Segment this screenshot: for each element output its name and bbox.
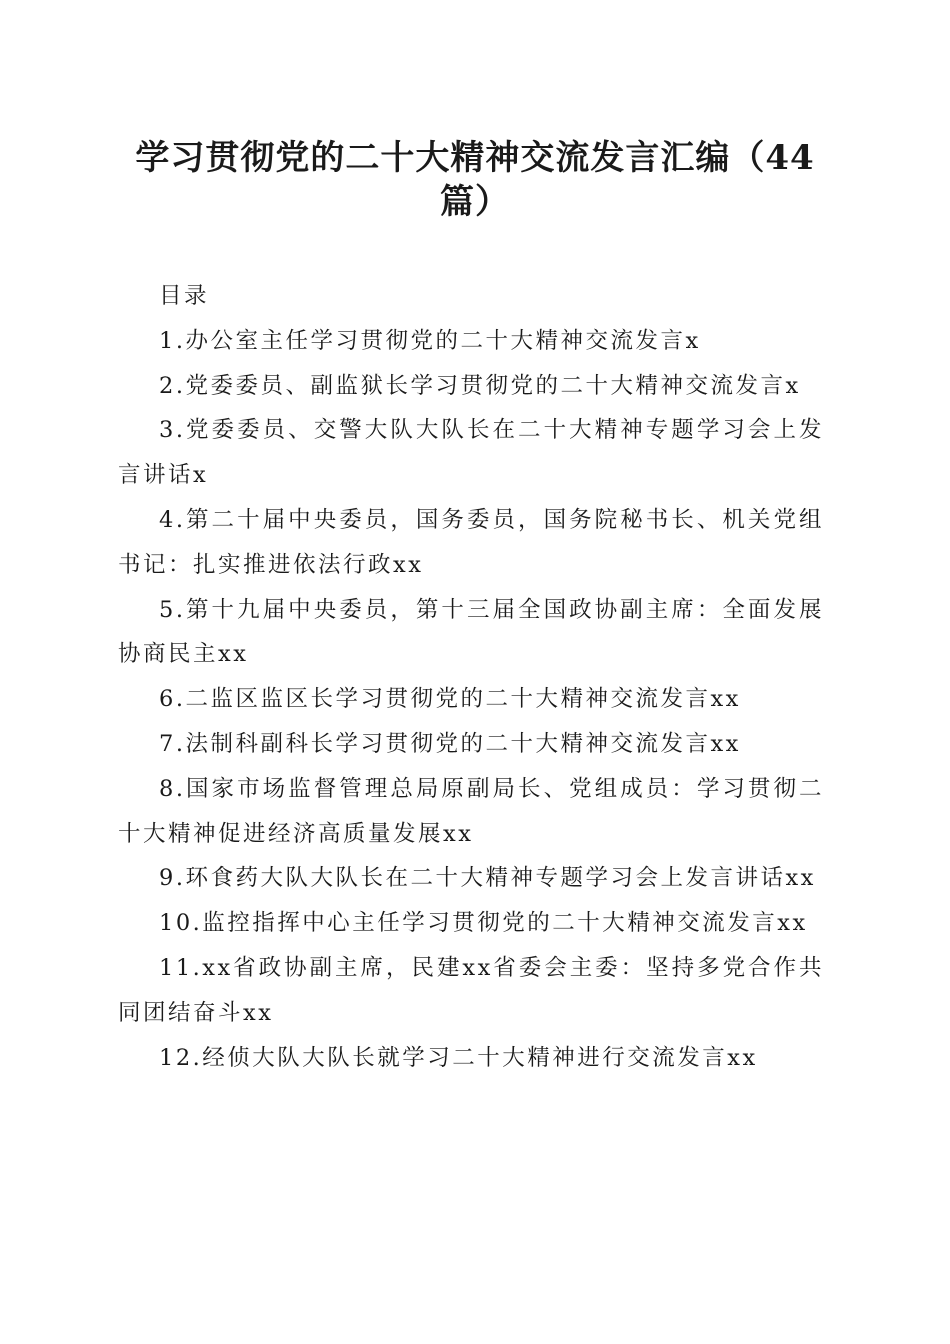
- document-title: 学习贯彻党的二十大精神交流发言汇编（44篇）: [135, 138, 815, 222]
- toc-item: 5.第十九届中央委员，第十三届全国政协副主席：全面发展协商民主xx: [118, 596, 824, 668]
- toc-item: 10.监控指挥中心主任学习贯彻党的二十大精神交流发言xx: [159, 910, 808, 937]
- toc-item: 11.xx省政协副主席，民建xx省委会主委：坚持多党合作共同团结奋斗xx: [118, 954, 824, 1026]
- toc-item: 9.环食药大队大队长在二十大精神专题学习会上发言讲话xx: [159, 865, 816, 892]
- toc-item: 4.第二十届中央委员，国务委员，国务院秘书长、机关党组书记：扎实推进依法行政xx: [118, 506, 824, 578]
- toc-item: 7.法制科副科长学习贯彻党的二十大精神交流发言xx: [159, 730, 741, 757]
- toc-item: 2.党委委员、副监狱长学习贯彻党的二十大精神交流发言x: [159, 372, 801, 399]
- toc-item: 6.二监区监区长学习贯彻党的二十大精神交流发言xx: [159, 686, 741, 713]
- toc-item: 3.党委委员、交警大队大队长在二十大精神专题学习会上发言讲话x: [118, 417, 824, 489]
- toc-heading: 目录: [159, 283, 210, 309]
- toc-item: 12.经侦大队大队长就学习二十大精神进行交流发言xx: [159, 1044, 758, 1071]
- toc-item: 8.国家市场监督管理总局原副局长、党组成员：学习贯彻二十大精神促进经济高质量发展xx: [118, 775, 824, 847]
- table-of-contents: [118, 274, 824, 1080]
- toc-item: 1.办公室主任学习贯彻党的二十大精神交流发言x: [159, 327, 701, 354]
